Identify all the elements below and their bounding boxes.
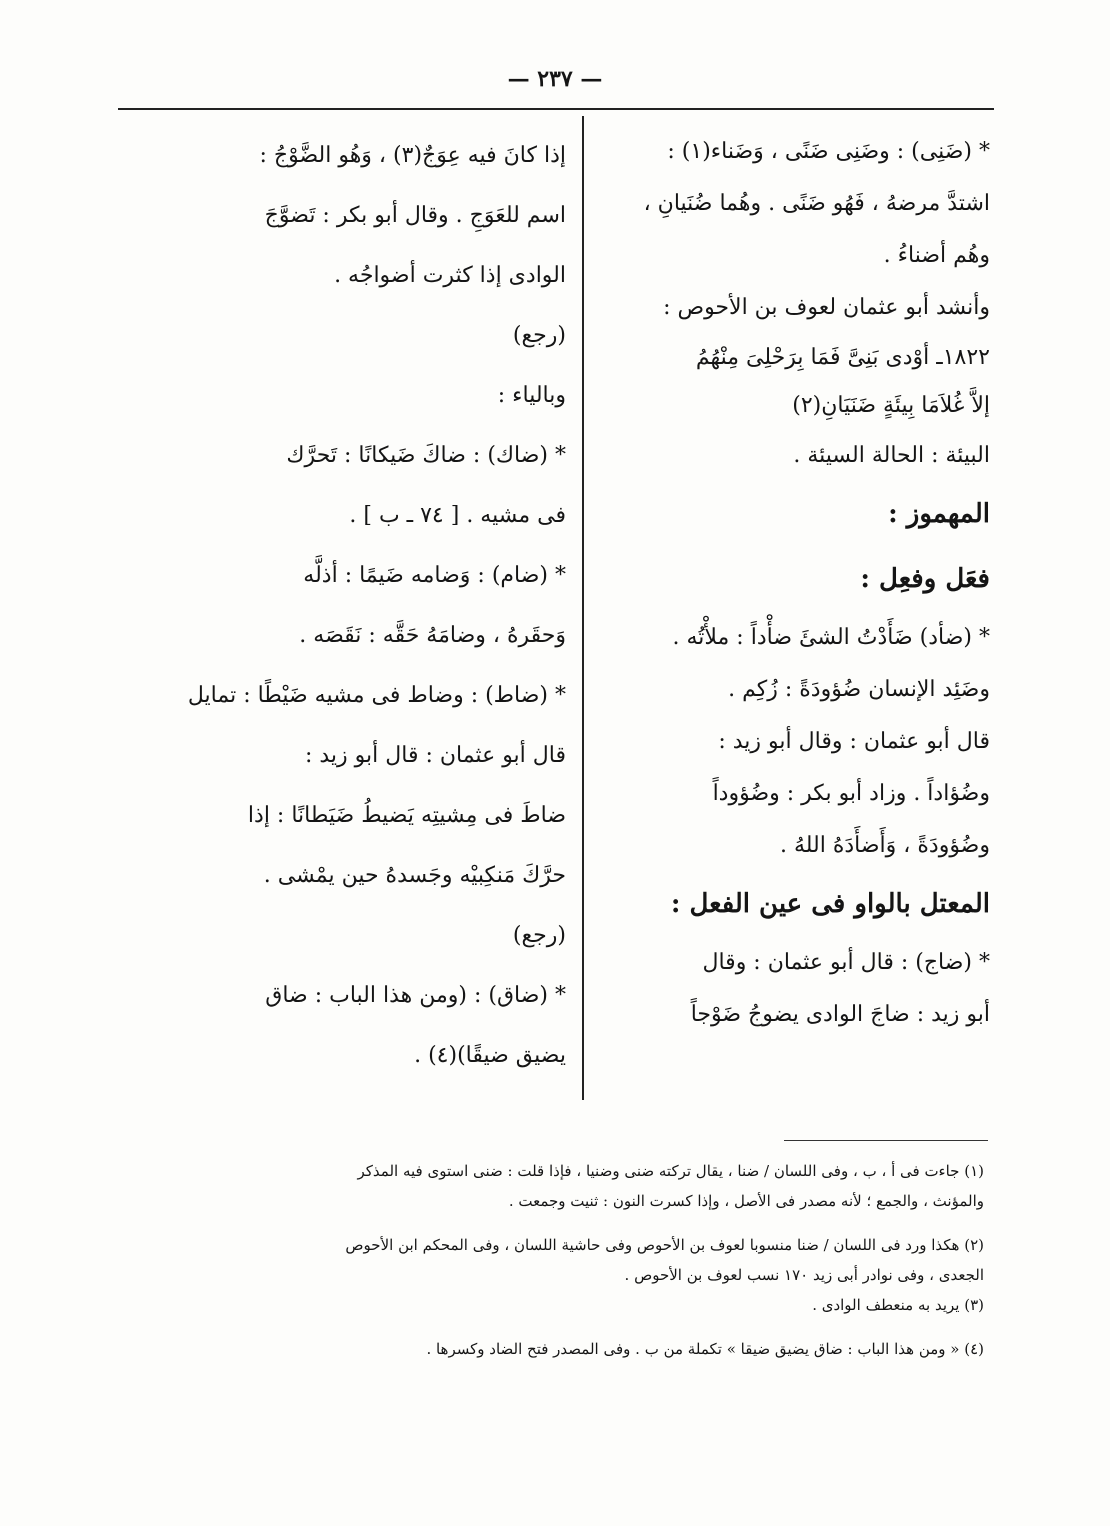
text-line: اسم للعَوَجِ . وقال أبو بكر : تَضوَّجَ <box>264 203 566 228</box>
text-line: * (ضَنِى) : وضَنِى ضَنًى ، وَضَناء(١) : <box>667 139 990 164</box>
text-line: * (ضأد) ضَأَدْتُ الشئَ ضأْداً : ملأْتُه . <box>672 625 990 650</box>
text-line: * (ضام) : وَضامه ضَيمًا : أذلَّه <box>303 563 566 588</box>
text-line: الوادى إذا كثرت أضواجُه . <box>334 263 566 288</box>
text-line: وبالياء : <box>497 383 566 408</box>
text-line: * (ضاق) : (ومن هذا الباب : ضاق <box>265 983 566 1008</box>
section-heading: فعَل وفعِل : <box>860 564 990 594</box>
text-line: * (ضاك) : ضاكَ ضَيكانًا : تَحرَّك <box>286 443 566 468</box>
text-line: وَحقَرهُ ، وضامَهُ حَقَّه : نَقَصَه . <box>299 623 566 648</box>
text-line: وضَئِد الإنسان ضُؤودَةً : زُكِم . <box>728 677 990 702</box>
column-divider <box>582 116 584 1100</box>
footnote-line: (٢) هكذا ورد فى اللسان / ضنا منسوبا لعوف بن الأحوص وفى حاشية اللسان ، وفى المحكم ابن الأحوص <box>345 1236 984 1254</box>
text-line: فى مشيه . [ ٧٤ ـ ب ] . <box>349 503 566 528</box>
left-column <box>170 126 566 1086</box>
text-line: أبو زيد : ضاجَ الوادى يضوجُ ضَوْجاً <box>690 1002 990 1027</box>
text-line: وأنشد أبو عثمان لعوف بن الأحوص : <box>663 295 990 320</box>
text-line: * (ضاط) : وضاط فى مشيه ضَيْطًا : تمايل <box>187 683 566 708</box>
right-column <box>606 126 990 1041</box>
footnote-line: (٤) « ومن هذا الباب : ضاق يضيق ضيقا » تكملة من ب . وفى المصدر فتح الضاد وكسرها . <box>426 1340 984 1358</box>
text-line: وهُم أضناءُ . <box>883 243 990 268</box>
text-line: وضُؤودَةً ، وَأَضأَدَهُ اللهُ . <box>779 833 990 858</box>
footnote-line: (١) جاءت فى أ ، ب ، وفى اللسان / ضنا ، يقال تركته ضنى وضنيا ، فإذا قلت : ضنى استوى فيه المذكر <box>357 1162 984 1180</box>
footnote-line: الجعدى ، وفى نوادر أبى زيد ١٧٠ نسب لعوف بن الأحوص . <box>624 1266 984 1284</box>
text-line: قال أبو عثمان : قال أبو زيد : <box>304 743 566 768</box>
footnotes <box>170 1156 984 1364</box>
return-marker: (رجع) <box>512 323 566 348</box>
page-number: — ٢٣٧ — <box>507 66 603 92</box>
footnote-line: والمؤنث ، والجمع ؛ لأنه مصدر فى الأصل ، وإذا كسرت النون : ثنيت وجمعت . <box>508 1192 984 1210</box>
text-line: إذا كانَ فيه عِوَجٌ(٣) ، وَهُو الضَّوْجُ : <box>259 143 566 168</box>
footnote-3 <box>170 1290 984 1320</box>
text-line: قال أبو عثمان : وقال أبو زيد : <box>718 729 990 754</box>
text-line: اشتدَّ مرضهُ ، فَهُو ضَنًى . وهُما ضُنَيانِ ، <box>643 191 990 216</box>
footnote-2 <box>170 1230 984 1290</box>
text-line: وضُؤاداً . وزاد أبو بكر : وضُؤوداً <box>712 781 990 806</box>
text-line: حرَّكَ مَنكِبيْه وجَسدهُ حين يمْشى . <box>263 863 566 888</box>
footnote-rule <box>784 1140 988 1141</box>
footnote-line: (٣) يريد به منعطف الوادى . <box>812 1296 984 1314</box>
text-line: ضاطَ فى مِشيتِه يَضيطُ ضَيَطانًا : إذا <box>247 803 566 828</box>
footnote-4 <box>170 1334 984 1364</box>
text-line: * (ضاج) : قال أبو عثمان : وقال <box>702 950 990 975</box>
section-heading: المعتل بالواو فى عين الفعل : <box>670 889 990 919</box>
footnote-1 <box>170 1156 984 1216</box>
section-heading: المهموز : <box>888 499 990 529</box>
verse-line: ١٨٢٢ـ أوْدى بَنِىَّ فَمَا بِرَحْلِىَ مِنْهُمُ <box>695 345 990 370</box>
text-line: البيئة : الحالة السيئة . <box>793 443 990 468</box>
text-line: يضيق ضيقًا)(٤) . <box>414 1043 566 1068</box>
header-rule <box>118 108 994 110</box>
verse-line: إلاَّ غُلاَمَا بِيئَةٍ ضَنَيَانِ(٢) <box>792 393 990 418</box>
return-marker: (رجع) <box>512 923 566 948</box>
